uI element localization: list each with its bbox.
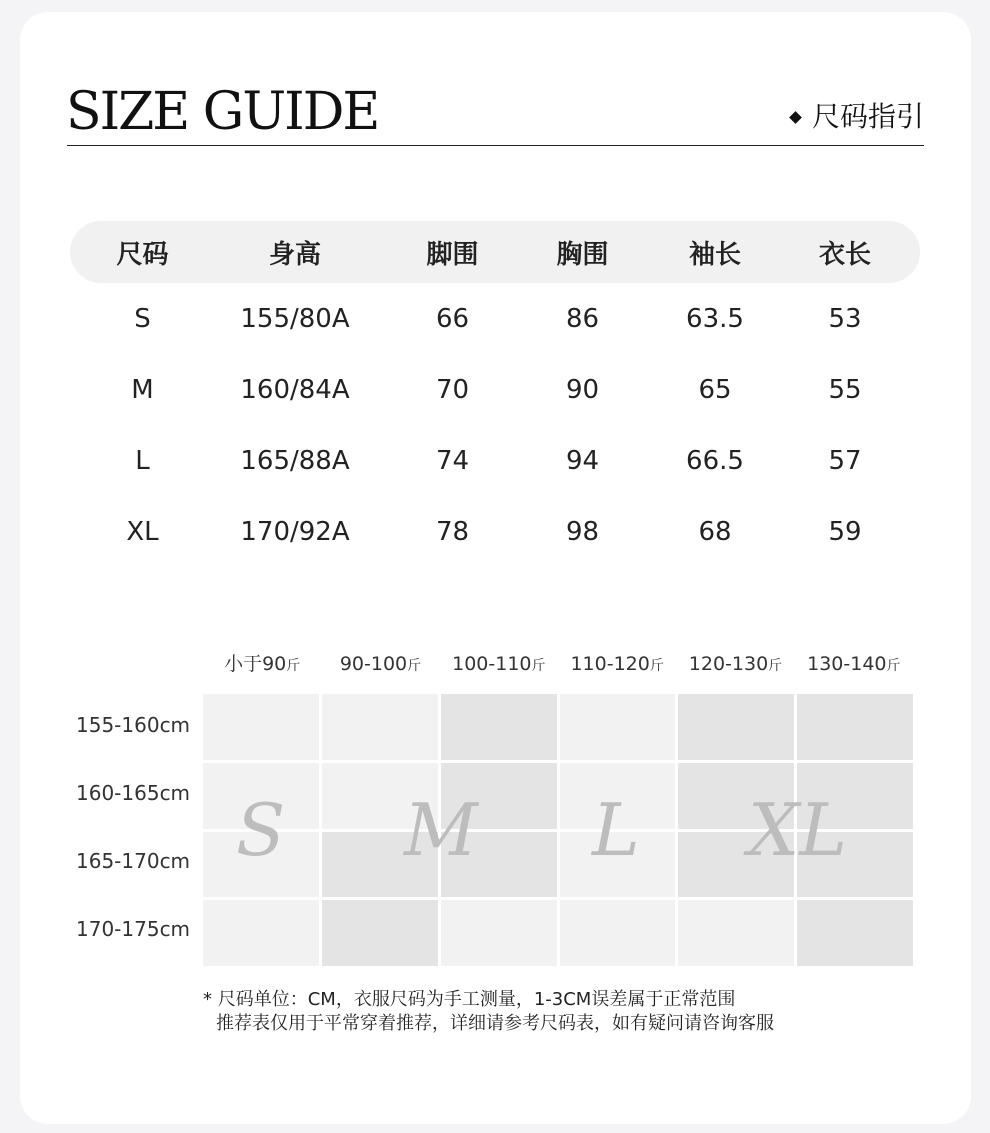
table-cell: 160/84A xyxy=(240,374,350,405)
grid-cell xyxy=(560,900,676,966)
table-cell: 155/80A xyxy=(240,303,350,334)
grid-cell xyxy=(797,900,913,966)
table-cell: 63.5 xyxy=(686,303,744,334)
height-label: 170-175cm xyxy=(76,917,191,941)
grid-cell xyxy=(797,694,913,760)
weight-header xyxy=(203,648,913,680)
grid-cell xyxy=(203,694,319,760)
table-cell: S xyxy=(134,303,151,334)
table-cell: 70 xyxy=(435,374,470,405)
table-cell: 86 xyxy=(565,303,600,334)
page-title: SIZE GUIDE xyxy=(66,82,379,142)
weight-label: 130-140斤 xyxy=(807,653,901,675)
height-label: 155-160cm xyxy=(76,713,191,737)
table-cell: XL xyxy=(126,516,159,547)
grid-cell xyxy=(560,694,676,760)
weight-label: 100-110斤 xyxy=(452,653,546,675)
table-cell: 165/88A xyxy=(240,445,350,476)
page-subtitle xyxy=(791,97,924,137)
table-cell: M xyxy=(131,374,154,405)
note-line: * 尺码单位：CM，衣服尺码为手工测量，1-3CM误差属于正常范围 xyxy=(203,989,736,1010)
table-cell: 55 xyxy=(828,374,862,405)
table-cell: 59 xyxy=(828,516,862,547)
column-header: 脚围 xyxy=(426,239,479,270)
table-cell: 78 xyxy=(435,516,470,547)
column-header: 胸围 xyxy=(556,239,609,270)
table-cell: 68 xyxy=(698,516,732,547)
column-header: 袖长 xyxy=(688,239,741,270)
weight-label: 小于90斤 xyxy=(224,653,301,675)
table-cell: 53 xyxy=(828,303,862,334)
size-table xyxy=(70,221,920,567)
table-row xyxy=(70,354,920,425)
table-row xyxy=(70,425,920,496)
height-label: 160-165cm xyxy=(76,781,191,805)
column-header: 尺码 xyxy=(116,239,169,270)
size-letter: M xyxy=(404,788,478,872)
size-table-header xyxy=(70,221,920,283)
size-letter: S xyxy=(236,788,286,872)
table-cell: 94 xyxy=(565,445,600,476)
column-header: 身高 xyxy=(268,239,321,270)
diamond-icon xyxy=(789,111,802,124)
weight-label: 110-120斤 xyxy=(570,653,664,675)
column-header: 衣长 xyxy=(818,239,871,270)
table-cell: 66 xyxy=(435,303,470,334)
grid-cell xyxy=(203,900,319,966)
table-cell: 170/92A xyxy=(240,516,350,547)
size-letter: L xyxy=(592,788,640,872)
size-notes xyxy=(203,988,774,1036)
subtitle-text: 尺码指引 xyxy=(811,100,924,133)
weight-label: 120-130斤 xyxy=(688,653,783,675)
grid-cell xyxy=(322,900,438,966)
size-letter: XL xyxy=(748,788,848,872)
table-cell: 98 xyxy=(565,516,600,547)
table-row xyxy=(70,496,920,567)
table-row xyxy=(70,283,920,354)
title-divider xyxy=(67,145,924,146)
grid-cell xyxy=(322,694,438,760)
height-label: 165-170cm xyxy=(76,849,191,873)
table-cell: L xyxy=(135,445,150,476)
weight-label: 90-100斤 xyxy=(339,653,422,675)
table-cell: 57 xyxy=(828,445,862,476)
table-cell: 90 xyxy=(565,374,600,405)
grid-cell xyxy=(678,694,794,760)
grid-cell xyxy=(441,694,557,760)
note-line: 推荐表仅用于平常穿着推荐，详细请参考尺码表，如有疑问请咨询客服 xyxy=(216,1013,774,1034)
table-cell: 66.5 xyxy=(686,445,744,476)
grid-cell xyxy=(441,900,557,966)
table-cell: 65 xyxy=(698,374,732,405)
table-cell: 74 xyxy=(435,445,470,476)
height-labels xyxy=(66,694,196,966)
grid-cell xyxy=(678,900,794,966)
